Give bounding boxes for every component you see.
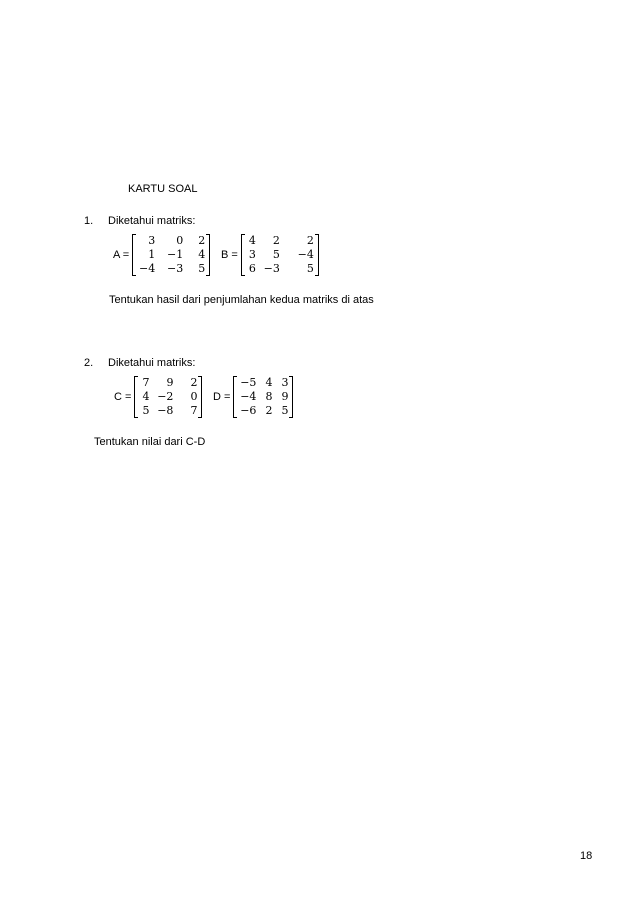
matrix-cell: 4 bbox=[248, 234, 256, 247]
matrix-b-equation bbox=[221, 233, 319, 277]
matrix-c-equation bbox=[114, 375, 202, 419]
matrix-cell: 5 bbox=[142, 404, 150, 417]
matrix-b-label: B = bbox=[221, 249, 238, 261]
question-1-task: Tentukan hasil dari penjumlahan kedua matriks di atas bbox=[109, 294, 374, 306]
matrix-d-label: D = bbox=[213, 391, 231, 403]
matrix-cell: 4 bbox=[198, 248, 206, 261]
matrix-cell: 3 bbox=[281, 376, 289, 389]
matrix-d bbox=[233, 376, 293, 418]
matrix-d-equation bbox=[213, 375, 293, 419]
matrix-cell: −1 bbox=[167, 248, 184, 261]
matrix-cell: −6 bbox=[240, 404, 257, 417]
matrix-cell: 4 bbox=[142, 390, 150, 403]
document-title: KARTU SOAL bbox=[128, 183, 198, 195]
matrix-cell: 2 bbox=[265, 404, 273, 417]
matrix-b bbox=[241, 234, 319, 276]
matrix-cell: −5 bbox=[240, 376, 257, 389]
matrix-right-bracket bbox=[206, 234, 210, 276]
question-2-task: Tentukan nilai dari C-D bbox=[94, 436, 206, 448]
matrix-cell: 0 bbox=[190, 390, 198, 403]
matrix-left-bracket bbox=[241, 234, 245, 276]
matrix-a bbox=[132, 234, 210, 276]
question-2-prompt: Diketahui matriks: bbox=[108, 357, 196, 369]
matrix-cell: 2 bbox=[306, 234, 314, 247]
matrix-a-label: A = bbox=[113, 249, 130, 261]
matrix-cell: 3 bbox=[248, 248, 256, 261]
matrix-right-bracket bbox=[289, 376, 293, 418]
matrix-cell: 7 bbox=[190, 404, 198, 417]
matrix-right-bracket bbox=[315, 234, 319, 276]
matrix-cell: −4 bbox=[139, 262, 156, 275]
matrix-cell: −4 bbox=[297, 248, 314, 261]
matrix-cell: 2 bbox=[272, 234, 280, 247]
question-2-number: 2. bbox=[84, 357, 94, 369]
matrix-cell: 9 bbox=[281, 390, 289, 403]
matrix-cell: −2 bbox=[157, 390, 174, 403]
matrix-cell: 5 bbox=[306, 262, 314, 275]
matrix-cell: 1 bbox=[148, 248, 156, 261]
matrix-cell: 7 bbox=[142, 376, 150, 389]
matrix-left-bracket bbox=[134, 376, 138, 418]
matrix-cell: 8 bbox=[265, 390, 273, 403]
matrix-left-bracket bbox=[132, 234, 136, 276]
matrix-cell: 6 bbox=[248, 262, 256, 275]
matrix-cell: 0 bbox=[176, 234, 184, 247]
matrix-cell: 5 bbox=[198, 262, 206, 275]
matrix-cell: 4 bbox=[265, 376, 273, 389]
matrix-cell: −4 bbox=[240, 390, 257, 403]
matrix-cell: −8 bbox=[157, 404, 174, 417]
matrix-cell: 3 bbox=[148, 234, 156, 247]
matrix-cell: −3 bbox=[167, 262, 184, 275]
matrix-cell: 2 bbox=[190, 376, 198, 389]
matrix-cell: 5 bbox=[281, 404, 289, 417]
matrix-right-bracket bbox=[198, 376, 202, 418]
question-1-number: 1. bbox=[84, 215, 94, 227]
matrix-left-bracket bbox=[233, 376, 237, 418]
matrix-c-label: C = bbox=[114, 391, 132, 403]
matrix-cell: 9 bbox=[166, 376, 174, 389]
matrix-c bbox=[134, 376, 202, 418]
matrix-a-equation bbox=[113, 233, 210, 277]
page-number: 18 bbox=[580, 850, 593, 862]
matrix-cell: −3 bbox=[263, 262, 280, 275]
question-1-prompt: Diketahui matriks: bbox=[108, 215, 196, 227]
matrix-cell: 2 bbox=[198, 234, 206, 247]
matrix-cell: 5 bbox=[272, 248, 280, 261]
